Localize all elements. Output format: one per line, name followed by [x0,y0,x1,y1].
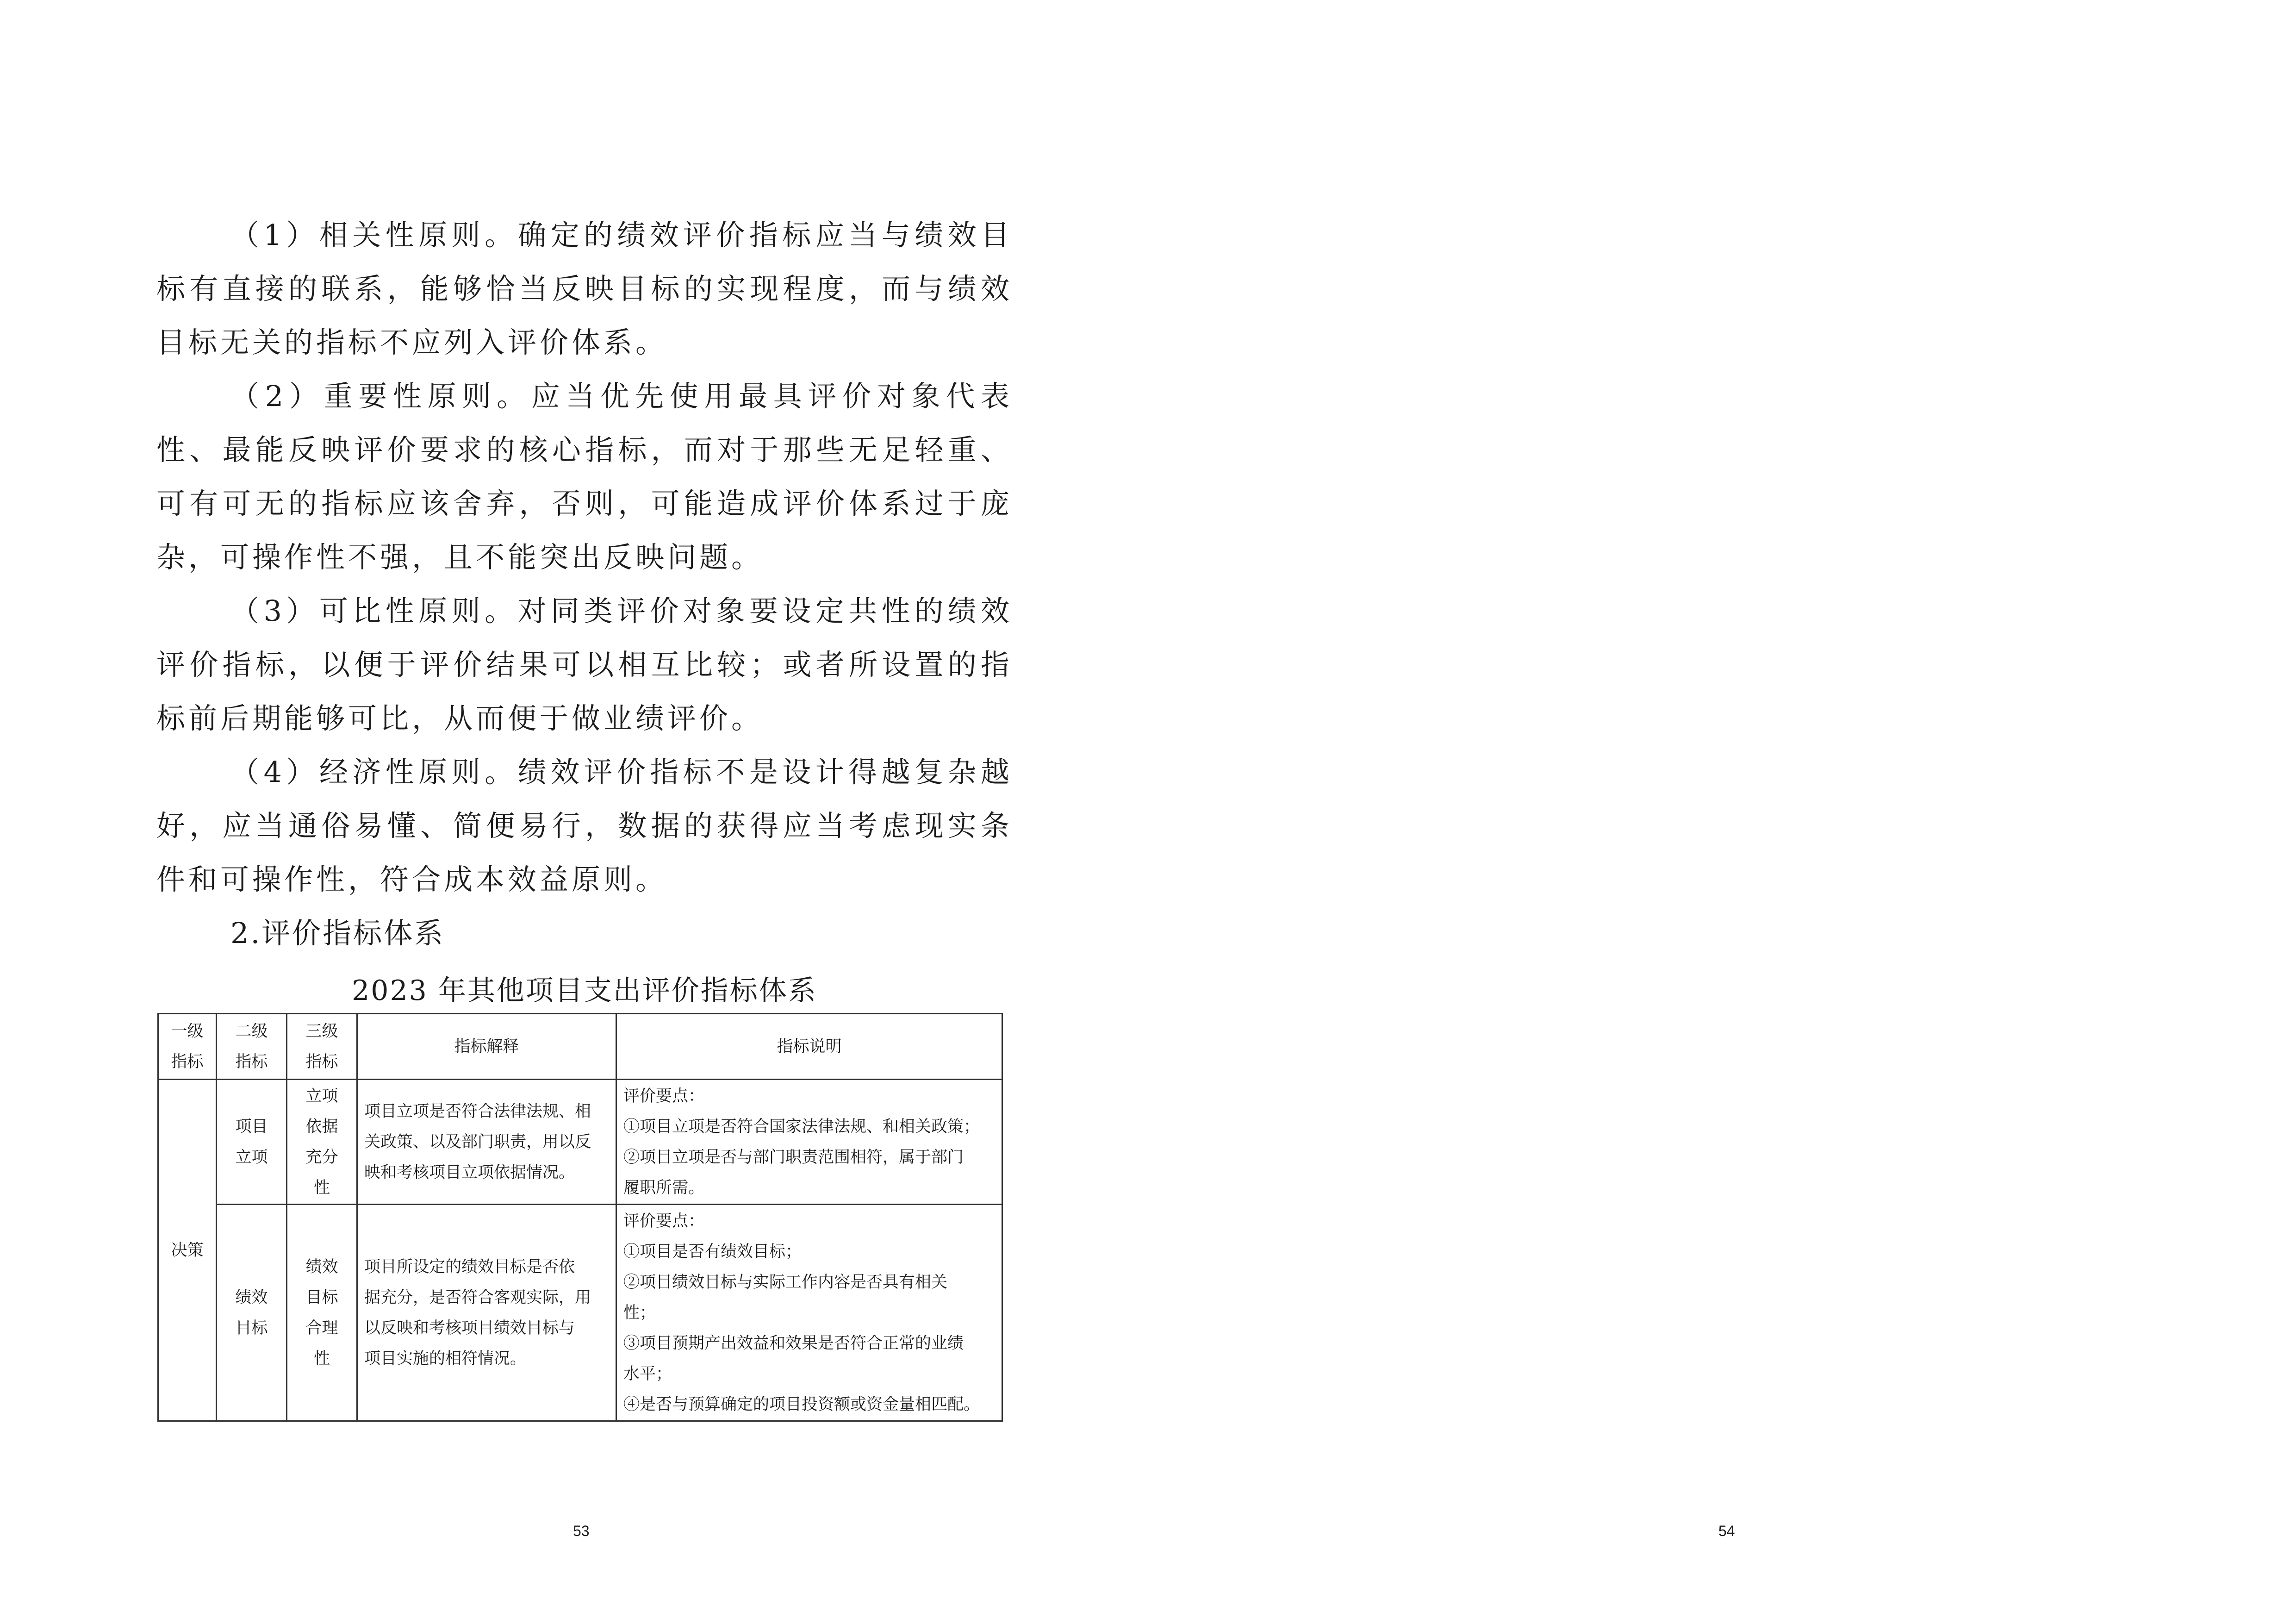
level3-cell: 绩效 目标 合理 性 [287,1205,357,1421]
explanation-cell: 项目所设定的绩效目标是否依 据充分，是否符合客观实际，用 以反映和考核项目绩效目标与 项目实施的相符情况。 [357,1205,616,1421]
header-description: 指标说明 [616,1014,1002,1080]
description-cell: 评价要点： ①项目是否有绩效目标； ②项目绩效目标与实际工作内容是否具有相关 性； ③项目预期产出效益和效果是否符合正常的业绩 水平； ④是否与预算确定的项目投资额或资金量相匹配。 [616,1205,1002,1421]
page-number: 53 [573,1523,590,1539]
level3-cell: 立项 依据 充分 性 [287,1080,357,1205]
table-title: 2023 年其他项目支出评价指标体系 [352,974,817,1007]
level1-decision: 决策 [158,1080,217,1421]
table-row [158,1080,1002,1205]
indicator-table [157,1013,1003,1422]
section-heading: 2.评价指标体系 [230,916,445,950]
right-page [1148,0,2296,1624]
header-level3: 三级 指标 [287,1014,357,1080]
explanation-cell: 项目立项是否符合法律法规、相 关政策、以及部门职责，用以反 映和考核项目立项依据情况。 [357,1080,616,1205]
table-header-row [158,1014,1002,1080]
level2-cell: 项目 立项 [217,1080,287,1205]
paragraph-comparability: （3）可比性原则。对同类评价对象要设定共性的绩效评价指标，以便于评价结果可以相互比较；或者所设置的指标前后期能够可比，从而便于做业绩评价。 [156,594,1013,735]
paragraph-economy: （4）经济性原则。绩效评价指标不是设计得越复杂越好，应当通俗易懂、简便易行，数据的获得应当考虑现实条件和可操作性，符合成本效益原则。 [156,755,1013,896]
paragraph-importance: （2）重要性原则。应当优先使用最具评价对象代表性、最能反映评价要求的核心指标，而对于那些无足轻重、可有可无的指标应该舍弃，否则，可能造成评价体系过于庞杂，可操作性不强，且不能突出反映问题。 [156,379,1013,574]
table-row [158,1205,1002,1421]
level2-cell: 绩效 目标 [217,1205,287,1421]
header-explanation: 指标解释 [357,1014,616,1080]
description-cell: 评价要点： ①项目立项是否符合国家法律法规、和相关政策； ②项目立项是否与部门职责范围相符，属于部门 履职所需。 [616,1080,1002,1205]
header-level1: 一级 指标 [158,1014,217,1080]
page-number: 54 [1718,1523,1735,1539]
paragraph-relevance: （1）相关性原则。确定的绩效评价指标应当与绩效目标有直接的联系，能够恰当反映目标的实现程度，而与绩效目标无关的指标不应列入评价体系。 [156,218,1013,359]
header-level2: 二级 指标 [217,1014,287,1080]
